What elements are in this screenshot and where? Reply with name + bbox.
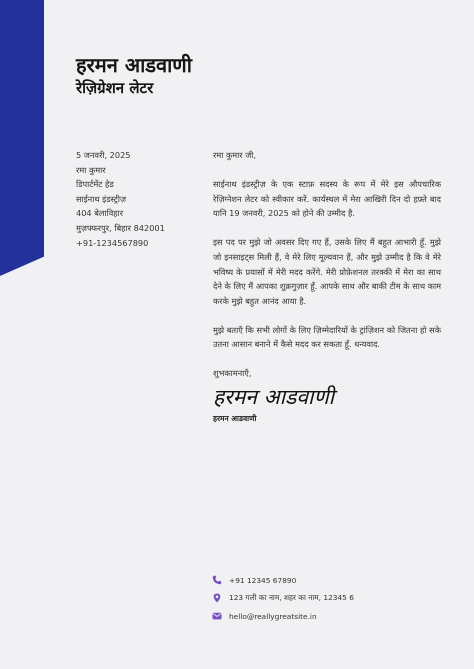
email-text[interactable]: hello@reallygreatsite.in xyxy=(229,611,317,621)
phone-text: +91 12345 67890 xyxy=(229,575,297,585)
recipient-role: डिपार्टमेंट हेड xyxy=(76,179,114,190)
recipient-phone: +91-1234567890 xyxy=(76,237,149,248)
phone-icon xyxy=(212,575,222,585)
recipient-name: रमा कुमार xyxy=(76,164,106,175)
signer-name: हरमन आडवाणी xyxy=(213,413,257,423)
recipient-company: साईनाथ इंडस्ट्रीज़ xyxy=(76,193,127,204)
handwritten-signature: हरमन आडवाणी xyxy=(213,384,335,409)
body-paragraph: साईनाथ इंडस्ट्रीज़ के एक स्टाफ़ सदस्य के रूप में मेरे इस औपचारिक रेज़िग्नेशन लेटर को स्वीकार करें. कार्यस्थल में मेरा आखिरी दिन दो हफ़्ते बाद यानि 19 जनवरी, 2025 को होने की उम्मीद है. xyxy=(213,179,441,219)
contact-phone xyxy=(212,572,354,588)
contact-block xyxy=(212,572,354,626)
recipient-city: मुज़फ्फरपुर, बिहार 842001 xyxy=(76,222,165,233)
mail-icon xyxy=(212,611,222,621)
contact-email xyxy=(212,608,354,624)
closing: शुभकामनाएँ, xyxy=(213,368,252,379)
document-title: रेज़िग्रेशन लेटर xyxy=(76,79,154,97)
recipient-address-line: 404 बेलाविहार xyxy=(76,208,124,219)
letter-body xyxy=(213,148,441,426)
sender-block xyxy=(76,148,196,250)
body-paragraph: मुझे बताएँ कि सभी लोगों के लिए ज़िम्मेदारियों के ट्रांज़िशन को जितना हो सके उतना आसान बनाने में कैसे मदद कर सकता हूँ. धन्यवाद. xyxy=(213,324,441,350)
accent-band xyxy=(0,0,44,276)
address-text: 123 गली का नाम, शहर का नाम, 12345 6 xyxy=(229,593,354,602)
letter-date: 5 जनवरी, 2025 xyxy=(76,150,131,160)
body-paragraph: इस पद पर मुझे जो अवसर दिए गए हैं, उसके लिए मैं बहुत आभारी हूँ. मुझे जो इनसाइट्स मिली हैं, वे मेरे लिए मूल्यवान हैं, और मुझे उम्मीद है कि वे मेरे भविष्य के प्रयासों में मेरी मदद करेंगे. मेरी प्रोफ़ेशनल तरक्की में मेरा का साथ देने के लिए मैं आपका शुक्रगुज़ार हूँ. आपके साथ और बाकी टीम के साथ काम करके मुझे बहुत आनंद आया है. xyxy=(213,237,441,306)
salutation: रमा कुमार जी, xyxy=(213,150,257,160)
author-name: हरमन आडवाणी xyxy=(76,53,192,77)
contact-address xyxy=(212,590,354,606)
location-pin-icon xyxy=(212,593,222,603)
